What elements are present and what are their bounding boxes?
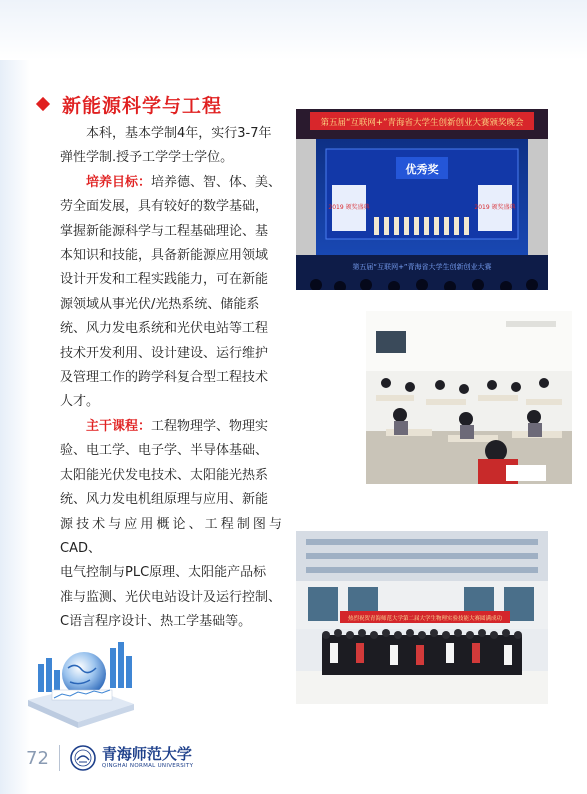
ceremony-banner-text: 第五届“互联网+”青海省大学生创新创业大赛颁奖晚会 [320, 118, 524, 128]
globe-chart-illustration-icon [24, 634, 138, 730]
floor-text: 第五届“互联网+”青海省大学生创新创业大赛 [352, 263, 492, 271]
courses-label: 主干课程： [86, 418, 152, 434]
page-top-gradient [0, 0, 587, 60]
group-photo [296, 531, 548, 704]
university-name-en: QINGHAI NORMAL UNIVERSITY [101, 763, 194, 769]
objective-line: 技术开发利用、设计建设、运行维护 [60, 345, 269, 361]
section-title: 新能源科学与工程 [62, 94, 223, 117]
courses-line: 准与监测、光伏电站设计及运行控制、 [60, 589, 282, 605]
intro-line: 弹性学制.授予工学学士学位。 [60, 150, 234, 166]
objective-line: 本知识和技能，具备新能源应用领域 [60, 248, 269, 264]
objective-line: 掌握新能源科学与工程基础理论、基 [60, 223, 269, 239]
page-footer [26, 742, 193, 774]
section-heading [36, 92, 222, 116]
diamond-bullet-icon [36, 97, 50, 111]
objective-line: 及管理工作的跨学科复合型工程技术 [60, 370, 269, 386]
objective-line: 设计开发和工程实践能力，可在新能 [60, 272, 269, 288]
program-description [60, 122, 282, 635]
award-title-text: 优秀奖 [405, 163, 439, 176]
courses-line: 工程物理学、物理实 [151, 418, 269, 434]
objective-line: 劳全面发展，具有较好的数学基础， [60, 199, 269, 215]
objective-line: 培养德、智、体、美、 [151, 174, 282, 190]
courses-paragraph [60, 415, 282, 635]
objective-paragraph [60, 171, 282, 415]
screen-left-text: 2019 颁奖盛典 [328, 204, 370, 211]
courses-line: 电气控制与PLC原理、太阳能产品标 [60, 565, 267, 581]
university-name [102, 746, 193, 770]
footer-divider [59, 745, 60, 771]
university-seal-icon [70, 745, 96, 771]
university-name-cn: 青海师范大学 [101, 745, 192, 763]
courses-line: 统、风力发电机组原理与应用、新能 [60, 492, 269, 508]
screen-right-text: 2019 颁奖盛典 [474, 204, 516, 211]
intro-line: 本科，基本学制4年，实行3-7年 [86, 126, 272, 141]
university-logo [70, 745, 193, 771]
courses-line: C语言程序设计、热工学基础等。 [60, 614, 252, 630]
objective-line: 人才。 [60, 394, 100, 410]
objective-line: 源领域从事光伏/光热系统、储能系 [60, 296, 260, 312]
courses-line: 验、电工学、电子学、半导体基础、 [60, 443, 269, 459]
intro-paragraph [60, 122, 282, 171]
group-banner-text: 热烈祝贺青海师范大学第二届大学生物理实验技能大赛圆满成功 [347, 616, 503, 622]
award-ceremony-photo [296, 109, 548, 290]
courses-line: 太阳能光伏发电技术、太阳能光热系 [60, 467, 269, 483]
courses-line: 源技术与应用概论、工程制图与CAD、 [60, 516, 282, 556]
objective-label: 培养目标： [86, 174, 152, 190]
objective-line: 统、风力发电系统和光伏电站等工程 [60, 321, 269, 337]
page-number: 72 [26, 747, 49, 769]
classroom-exam-photo [366, 311, 572, 484]
